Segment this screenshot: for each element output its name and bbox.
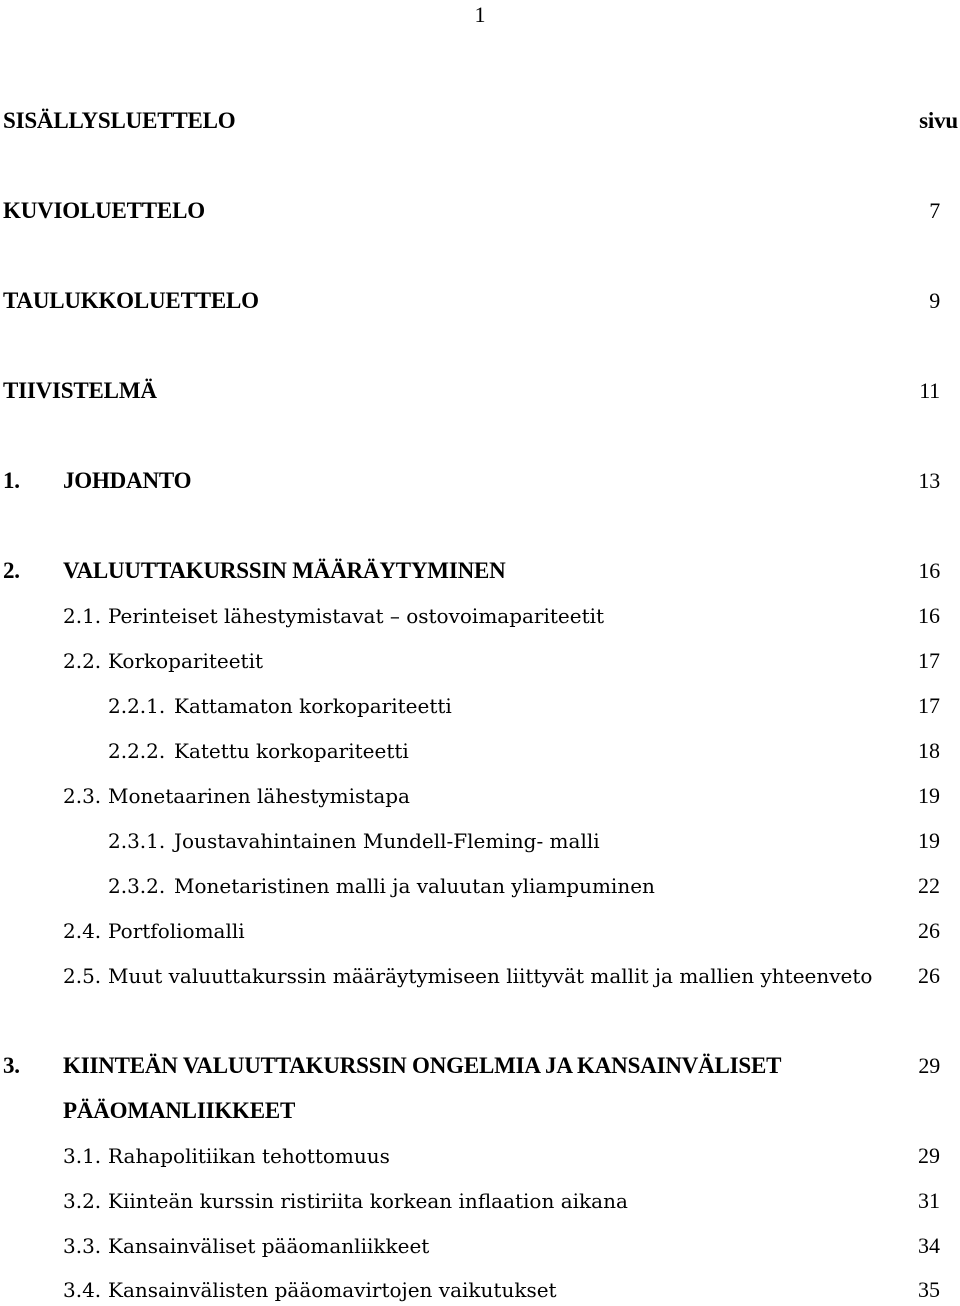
toc-entry-number: 2.4. [63, 919, 102, 943]
toc-entry-title: Perinteiset lähestymistavat – ostovoimapariteetit [108, 604, 605, 628]
toc-entry-number: 3. [3, 1053, 20, 1078]
toc-entry-title: JOHDANTO [63, 468, 192, 493]
toc-entry-title: Kattamaton korkopariteetti [174, 694, 452, 718]
toc-entry-kuvioluettelo[interactable] [0, 196, 960, 226]
toc-entry-page: 11 [919, 378, 940, 403]
toc-entry-number: 2. [3, 558, 20, 583]
toc-entry-2-1[interactable] [0, 601, 960, 631]
toc-entry-number: 3.2. [63, 1189, 102, 1213]
toc-entry-number: 2.3.2. [108, 874, 166, 898]
toc-entry-page: 35 [918, 1277, 940, 1302]
toc-entry-2-3[interactable] [0, 781, 960, 811]
toc-entry-number: 3.1. [63, 1144, 102, 1168]
toc-entry-3-1[interactable] [0, 1141, 960, 1171]
toc-entry-page: 17 [918, 693, 940, 718]
toc-entry-page: 26 [918, 963, 940, 988]
toc-entry-page: 16 [918, 603, 940, 628]
toc-entry-chapter-3-continued [0, 1096, 960, 1126]
toc-entry-3-3[interactable] [0, 1231, 960, 1261]
toc-entry-title: KIINTEÄN VALUUTTAKURSSIN ONGELMIA JA KANSAINVÄLISET [63, 1053, 782, 1078]
toc-entry-page: 19 [918, 828, 940, 853]
toc-entry-number: 2.3. [63, 784, 102, 808]
toc-entry-tiivistelma[interactable] [0, 376, 960, 406]
toc-entry-number: 2.1. [63, 604, 102, 628]
toc-entry-2-3-2[interactable] [0, 871, 960, 901]
toc-entry-number: 3.3. [63, 1234, 102, 1258]
toc-entry-number: 2.2.2. [108, 739, 166, 763]
toc-entry-title: Joustavahintainen Mundell-Fleming- malli [174, 829, 600, 853]
toc-entry-page: 22 [918, 873, 940, 898]
toc-entry-page: 13 [918, 468, 940, 493]
toc-entry-title: Muut valuuttakurssin määräytymiseen liittyvät mallit ja mallien yhteenveto [108, 964, 873, 988]
toc-entry-3-2[interactable] [0, 1186, 960, 1216]
toc-entry-chapter-3[interactable] [0, 1051, 960, 1081]
toc-entry-page: 26 [918, 918, 940, 943]
toc-entry-2-2[interactable] [0, 646, 960, 676]
toc-entry-title: KUVIOLUETTELO [3, 198, 205, 223]
toc-entry-title: Katettu korkopariteetti [174, 739, 409, 763]
toc-entry-3-4[interactable] [0, 1275, 960, 1305]
toc-entry-chapter-2[interactable] [0, 556, 960, 586]
toc-entry-title: Kansainvälisten pääomavirtojen vaikutukset [108, 1278, 557, 1302]
toc-entry-page: 9 [929, 288, 940, 313]
toc-entry-page: 31 [918, 1188, 940, 1213]
toc-entry-title: Kansainväliset pääomanliikkeet [108, 1234, 430, 1258]
toc-entry-page: 29 [918, 1143, 940, 1168]
toc-entry-title: Monetaarinen lähestymistapa [108, 784, 410, 808]
toc-heading [0, 106, 960, 136]
toc-entry-2-4[interactable] [0, 916, 960, 946]
toc-entry-page: 29 [918, 1053, 940, 1078]
toc-entry-page: 18 [918, 738, 940, 763]
toc-entry-page: 7 [929, 198, 940, 223]
toc-entry-number: 2.2. [63, 649, 102, 673]
toc-entry-chapter-1[interactable] [0, 466, 960, 496]
toc-entry-title: Portfoliomalli [108, 919, 245, 943]
toc-entry-page: 17 [918, 648, 940, 673]
toc-entry-title: VALUUTTAKURSSIN MÄÄRÄYTYMINEN [63, 558, 506, 583]
toc-entry-2-5[interactable] [0, 961, 960, 991]
toc-entry-title: PÄÄOMANLIIKKEET [63, 1098, 296, 1123]
toc-entry-2-3-1[interactable] [0, 826, 960, 856]
toc-entry-page: 19 [918, 783, 940, 808]
toc-entry-title: Korkopariteetit [108, 649, 264, 673]
toc-entry-taulukkoluettelo[interactable] [0, 286, 960, 316]
toc-entry-2-2-2[interactable] [0, 736, 960, 766]
toc-heading-title: SISÄLLYSLUETTELO [3, 108, 236, 133]
toc-entry-title: Monetaristinen malli ja valuutan yliampuminen [174, 874, 655, 898]
toc-entry-number: 2.3.1. [108, 829, 166, 853]
toc-entry-title: TIIVISTELMÄ [3, 378, 157, 403]
toc-entry-page: 34 [918, 1233, 940, 1258]
toc-heading-page-label: sivu [919, 108, 958, 133]
toc-entry-number: 3.4. [63, 1278, 102, 1302]
toc-entry-title: Rahapolitiikan tehottomuus [108, 1144, 390, 1168]
toc-entry-number: 2.2.1. [108, 694, 166, 718]
toc-entry-2-2-1[interactable] [0, 691, 960, 721]
toc-entry-title: Kiinteän kurssin ristiriita korkean inflaation aikana [108, 1189, 628, 1213]
toc-entry-page: 16 [918, 558, 940, 583]
toc-entry-number: 1. [3, 468, 20, 493]
toc-entry-number: 2.5. [63, 964, 102, 988]
page-number: 1 [474, 2, 486, 27]
toc-entry-title: TAULUKKOLUETTELO [3, 288, 259, 313]
